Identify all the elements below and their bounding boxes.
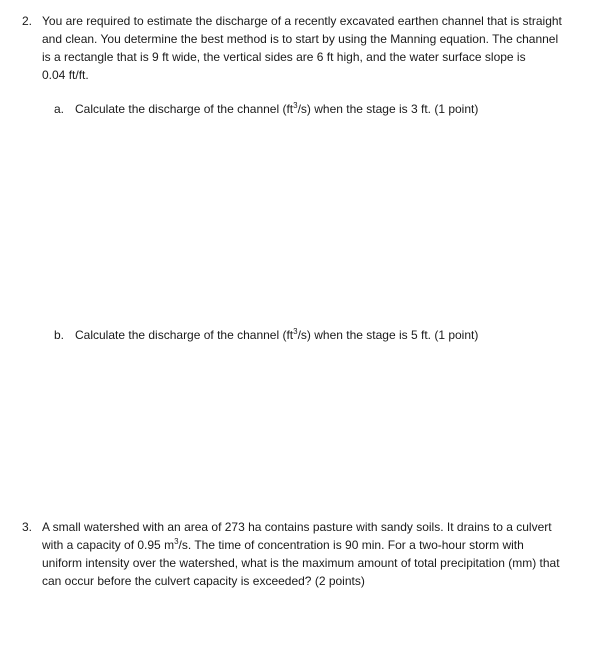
question-2-prompt bbox=[42, 12, 562, 84]
question-3-number: 3. bbox=[22, 520, 33, 534]
question-2-number: 2. bbox=[22, 14, 33, 28]
question-2a-text-post: /s) when the stage is 3 ft. (1 point) bbox=[297, 102, 479, 116]
question-3-line: uniform intensity over the watershed, what is the maximum amount of total precipitation (mm) that bbox=[42, 556, 560, 570]
question-2a-label: a. bbox=[54, 102, 65, 116]
question-2-line: 0.04 ft/ft. bbox=[42, 68, 89, 82]
question-2b-text bbox=[75, 326, 478, 344]
question-2b-text-pre: Calculate the discharge of the channel (ft bbox=[75, 328, 294, 342]
question-3-line2-post: /s. The time of concentration is 90 min. For a two-hour storm with bbox=[178, 538, 524, 552]
question-2-line: You are required to estimate the discharge of a recently excavated earthen channel that is straight bbox=[42, 14, 562, 28]
question-3-line: A small watershed with an area of 273 ha contains pasture with sandy soils. It drains to a culvert bbox=[42, 520, 552, 534]
question-3-line bbox=[42, 536, 560, 554]
question-3-line2-pre: with a capacity of 0.95 m bbox=[42, 538, 175, 552]
question-3-prompt bbox=[42, 518, 560, 590]
superscript-3: 3 bbox=[174, 537, 179, 546]
superscript-3: 3 bbox=[293, 101, 298, 110]
superscript-3: 3 bbox=[293, 327, 298, 336]
question-2a-text bbox=[75, 100, 478, 118]
question-2-line: is a rectangle that is 9 ft wide, the vertical sides are 6 ft high, and the water surface slope is bbox=[42, 50, 526, 64]
question-2a-text-pre: Calculate the discharge of the channel (ft bbox=[75, 102, 294, 116]
question-2b-text-post: /s) when the stage is 5 ft. (1 point) bbox=[297, 328, 479, 342]
question-2-line: and clean. You determine the best method is to start by using the Manning equation. The channel bbox=[42, 32, 559, 46]
question-3-line: can occur before the culvert capacity is exceeded? (2 points) bbox=[42, 574, 365, 588]
question-2b-label: b. bbox=[54, 328, 65, 342]
